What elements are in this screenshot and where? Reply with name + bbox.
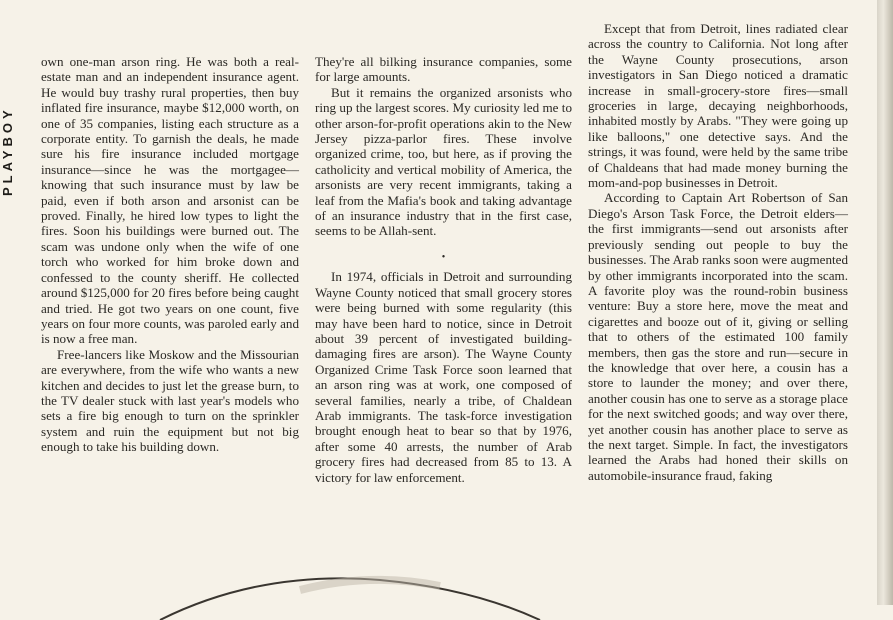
paragraph: own one-man arson ring. He was both a real-estate man and an independent insurance agent. He would buy trashy rural properties, then buy inflated fire insurance, maybe $12,000 worth, on one of 35 companies, listing each structure as a corporate entity. To garnish the deals, he made sure his fire insurance included mortgage insurance—since he was the mortgagee—knowing that such insurance must by law be paid, even if both arson and arsonist can be proved. Finally, he hired low types to light the fires. Soon his buildings were burned out. The scam was undone only when the wife of one torch who worked for him broke down and confessed to the county sheriff. He collected around $125,000 for 20 fires before being caught and tried. He got two years on one count, five years on four more counts, was paroled early and is now a free man. [41, 54, 299, 347]
paragraph: In 1974, officials in Detroit and surrounding Wayne County noticed that small grocery stores were being burned with some regularity (this may have been hard to notice, since in Detroit about 39 percent of investigated building-damaging fires are arson). The Wayne County Organized Crime Task Force soon learned that an arson ring was at work, one composed of several families, nearly a tribe, of Chaldean Arab immigrants. The task-force investigation brought enough heat to bear so that by 1976, after some 40 arrests, the number of Arab grocery fires had decreased from 85 to 13. A victory for law enforcement. [315, 269, 572, 485]
article-column-3 [588, 21, 848, 483]
paragraph: According to Captain Art Robertson of San Diego's Arson Task Force, the Detroit elders—the first immigrants—send out arsonists after previously sending out people to buy the businesses. The Arab ranks soon were augmented by other immigrants incorporated into the scam. A favorite ploy was the round-robin business venture: Buy a store here, move the meat and cigarettes and booze out of it, giving or selling that to others of the estimated 100 family members, then gas the store and run—secure in the knowledge that over here, a cousin has a store to launder the money; and over there, another cousin has one to serve as a storage place for the next switched goods; and way over there, yet another cousin has another place to serve as the next target. Simple. In fact, the investigators learned the Arabs had honed their skills on automobile-insurance fraud, faking [588, 190, 848, 483]
magazine-side-label: PLAYBOY [0, 106, 15, 196]
paragraph: Free-lancers like Moskow and the Missourian are everywhere, from the wife who wants a new kitchen and decides to just let the grease burn, to the TV dealer stuck with last year's models who sets a fire big enough to turn on the sprinkler system and ruin the equipment but not big enough to take his building down. [41, 346, 299, 455]
paragraph: But it remains the organized arsonists who ring up the largest scores. My curiosity led me to other arson-for-profit operations akin to the New Jersey pizza-parlor fires. These involve organized crime, too, but here, as if proving the catholicity and vertical mobility of America, the arsonists are very recent immigrants, taking a leaf from the Mafia's book and taking advantage of an insurance industry that in the first case, seems to be Allah-sent. [315, 84, 572, 239]
paragraph: Except that from Detroit, lines radiated clear across the country to California. Not long after the Wayne County prosecutions, arson investigators in San Diego noticed a dramatic increase in small-grocery-store fires—small groceries in large, decaying neighborhoods, inhabited mostly by Arabs. "They were going up like balloons," one detective says. And the strings, it was found, were held by the same tribe of Chaldeans that had made money burning the mom-and-pop businesses in Detroit. [588, 21, 848, 191]
paragraph: They're all bilking insurance companies, some for large amounts. [315, 54, 572, 85]
illustration-edge [140, 560, 560, 620]
page-spine-edge [877, 0, 893, 605]
article-column-2 [315, 54, 572, 485]
article-column-1 [41, 54, 299, 455]
section-bullet: • [441, 251, 446, 263]
